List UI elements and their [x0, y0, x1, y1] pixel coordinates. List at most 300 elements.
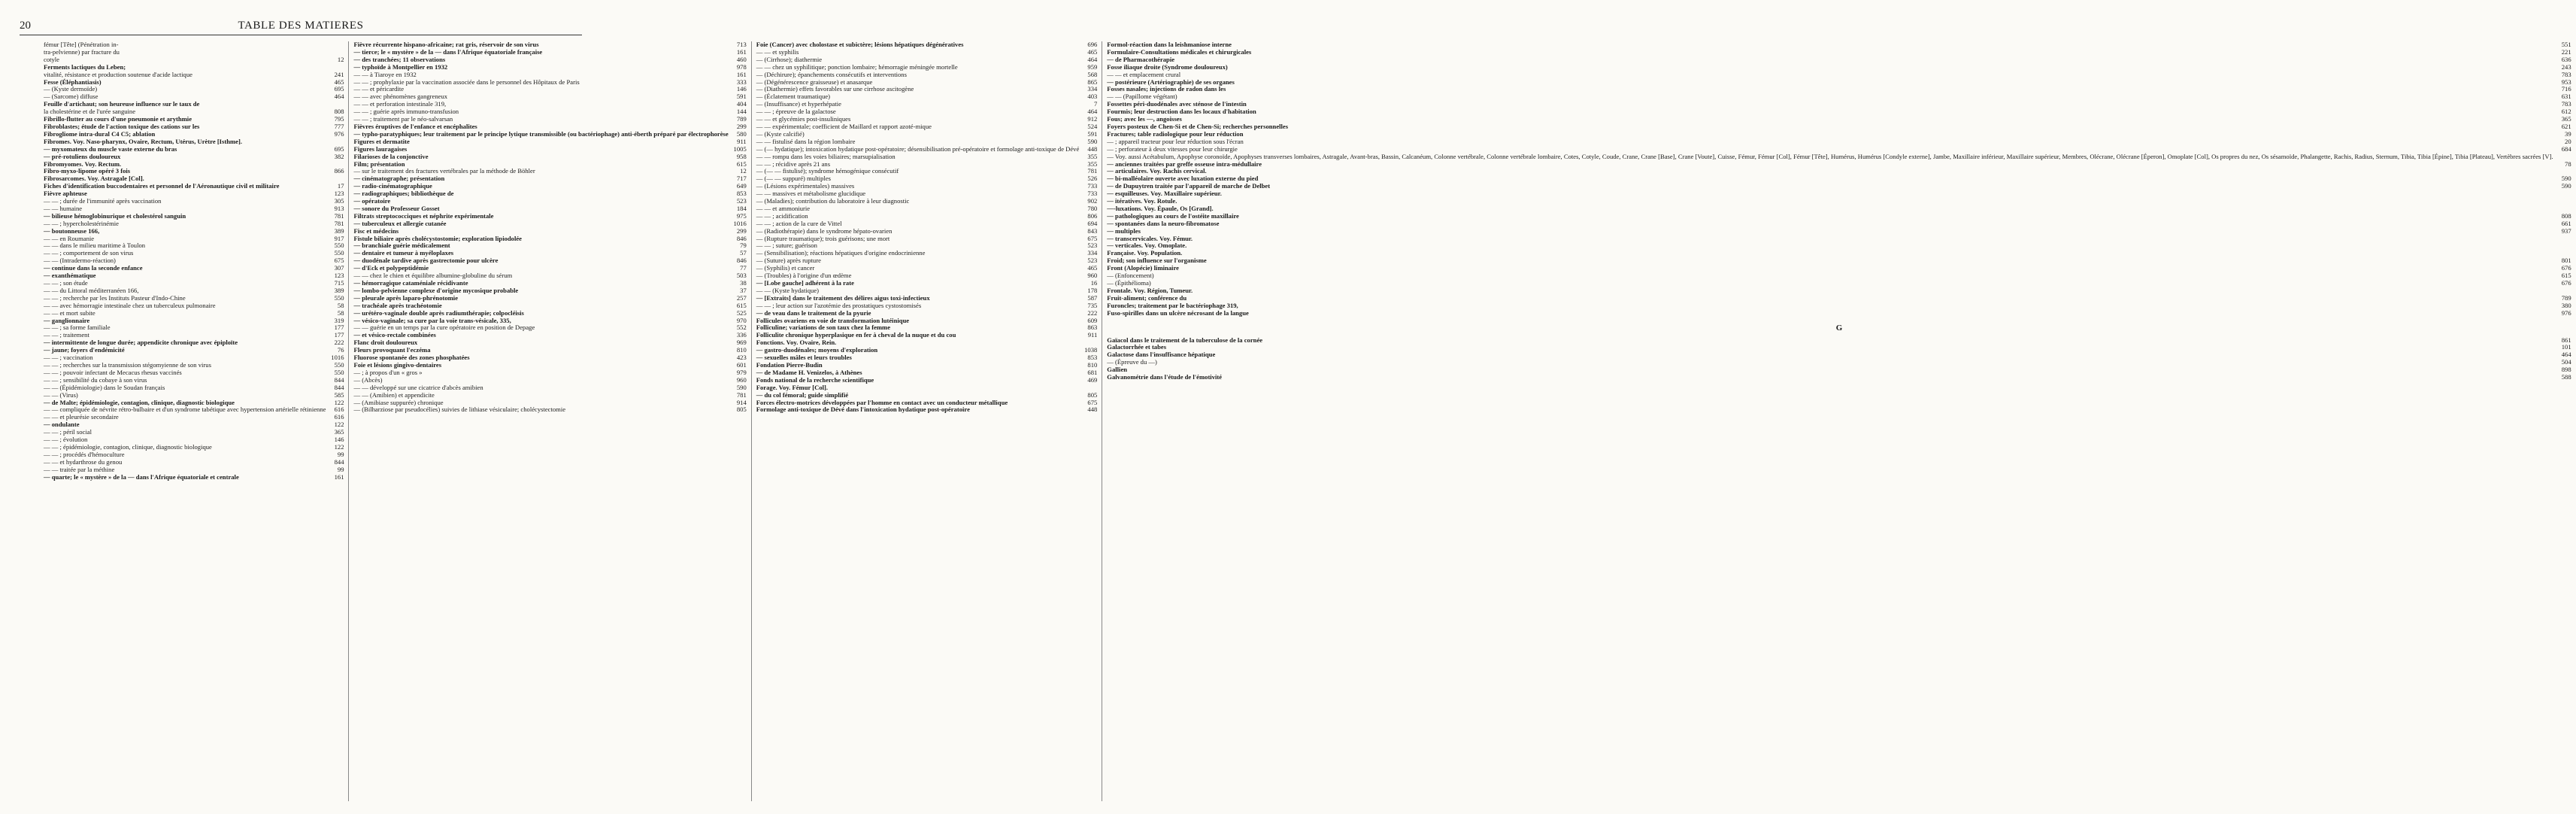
- entry-page: [2553, 153, 2571, 161]
- index-entry: [353, 131, 746, 138]
- entry-text: — de veau dans le traitement de la pyurie: [756, 308, 871, 317]
- entry-page: 333: [736, 77, 747, 86]
- entry-page: 960: [1087, 272, 1098, 280]
- entry-page: 469: [1087, 375, 1098, 384]
- entry-text: — — ; sa forme familiale: [44, 323, 111, 332]
- entry-text: — (Sarcome) diffuse: [44, 93, 98, 101]
- index-entry: [1107, 250, 2571, 257]
- entry-text: — ; appareil tracteur pour leur réduction sous l'écran: [1107, 137, 1244, 145]
- entry-text: — — et hydarthrose du genou: [44, 457, 123, 466]
- entry-text: la cholestérine et de l'urée sanguine: [44, 108, 136, 116]
- entry-text: Fiches d'identification buccodentaires et personnel de l'Aéronautique civil et militaire: [44, 182, 280, 190]
- entry-text: — boutonneuse 166,: [44, 226, 100, 235]
- index-entry: [44, 183, 344, 190]
- entry-page: 568: [1087, 70, 1098, 78]
- entry-page: 523: [736, 197, 747, 205]
- entry-text: — itératives. Voy. Rotule.: [1107, 197, 1177, 205]
- entry-text: Filtrats streptococciques et néphrite expérimentale: [353, 211, 494, 220]
- entry-page: 79: [740, 241, 747, 250]
- index-entry: [1107, 131, 2571, 138]
- entry-page: 863: [1087, 323, 1098, 332]
- entry-text: — — et mort subite: [44, 308, 95, 317]
- entry-text: — — et glycémies post-insuliniques: [756, 115, 851, 123]
- entry-page: 976: [334, 129, 344, 138]
- entry-page: 616: [334, 405, 344, 414]
- entry-text: — (— — suppuré) multiples: [756, 175, 832, 183]
- index-entry: [1107, 374, 2571, 381]
- entry-text: — (Bilharziose par pseudocélies) suivies de lithiase vésiculaire; cholécystectomie: [353, 405, 566, 414]
- index-entry: [1107, 101, 2571, 108]
- entry-text: — — compliquée de névrite rétro-bulbaire et d'un syndrome tabétique avec hypertension artérielle rétinienne: [44, 405, 326, 414]
- index-entry: [1107, 337, 2571, 345]
- entry-page: 783: [2561, 70, 2571, 78]
- entry-text: — — et syphilis: [756, 47, 799, 56]
- entry-page: 898: [2561, 366, 2571, 374]
- entry-text: — bilieuse hémoglobinurique et cholestérol sanguin: [44, 211, 186, 220]
- entry-page: 694: [1087, 219, 1098, 227]
- entry-page: 552: [736, 323, 747, 332]
- entry-text: — (— — fistulisé); syndrome hémogénique consécutif: [756, 167, 899, 175]
- entry-page: 1016: [733, 219, 747, 227]
- entry-page: 464: [2561, 351, 2571, 359]
- index-entry: [1107, 220, 2571, 228]
- entry-page: 781: [736, 390, 747, 399]
- index-entry: [1107, 198, 2571, 205]
- entry-text: — — à Tiaroye en 1932: [353, 70, 417, 78]
- index-entry: [756, 406, 1098, 414]
- index-entry: [1107, 71, 2571, 79]
- entry-page: 307: [334, 264, 344, 272]
- entry-page: 865: [1087, 77, 1098, 86]
- entry-text: — radio-cinématographique: [353, 182, 432, 190]
- entry-text: — — expérimentale; coefficient de Maillard et rapport azoté-mique: [756, 122, 932, 130]
- index-entry: [1107, 79, 2571, 87]
- entry-text: Forage. Voy. Fémur [Col].: [756, 383, 829, 391]
- entry-text: Fièvre récurrente hispano-africaine; rat gris, réservoir de son virus: [353, 41, 539, 48]
- entry-text: Flanc droit douloureux: [353, 339, 418, 347]
- entry-text: — — ; épidémiologie, contagion, clinique, diagnostic biologique: [44, 442, 212, 451]
- entry-text: — — et pleurésie secondaire: [44, 413, 119, 421]
- entry-page: 1016: [331, 354, 344, 362]
- entry-text: — — ; traitement par le néo-salvarsan: [353, 115, 453, 123]
- entry-text: — (Radiothérapie) dans le syndrome hépato-ovarien: [756, 226, 893, 235]
- entry-page: 866: [334, 167, 344, 175]
- entry-page: 959: [1087, 62, 1098, 71]
- entry-page: [2553, 235, 2571, 243]
- entry-text: — — ; sensibilité du cobaye à son virus: [44, 375, 147, 384]
- entry-text: — — en Roumanie: [44, 234, 95, 242]
- entry-page: 16: [1090, 279, 1098, 287]
- entry-text: — (Maladies); contribution du laboratoire à leur diagnostic: [756, 197, 910, 205]
- entry-text: — — ; épreuve de la galactose: [756, 108, 836, 116]
- entry-text: — — ; prophylaxie par la vaccination associée dans le personnel des Hôpitaux de Paris: [353, 77, 580, 86]
- entry-text: — — ; suture; guérison: [756, 241, 817, 250]
- entry-text: — exanthématique: [44, 272, 96, 280]
- index-column-3: [752, 41, 1103, 801]
- entry-text: — et vésico-rectale combinées: [353, 331, 436, 339]
- entry-page: 661: [2561, 219, 2571, 227]
- index-entry: [44, 49, 344, 56]
- entry-page: 911: [737, 137, 747, 145]
- entry-text: Fibrillo-flutter au cours d'une pneumonie et arythmie: [44, 115, 192, 123]
- entry-page: 389: [334, 286, 344, 294]
- entry-text: Française. Voy. Population.: [1107, 249, 1183, 257]
- entry-text: — dentaire et tumeur à myéloplaxes: [353, 249, 454, 257]
- entry-page: 365: [2561, 115, 2571, 123]
- entry-text: — — ; évolution: [44, 436, 88, 444]
- entry-page: 601: [736, 360, 747, 369]
- index-entry: [1107, 123, 2571, 131]
- entry-page: 122: [334, 442, 344, 451]
- entry-page: 616: [334, 413, 344, 421]
- entry-page: 789: [2561, 293, 2571, 302]
- entry-page: 808: [2561, 211, 2571, 220]
- index-entry: [1107, 138, 2571, 146]
- entry-text: — verticales. Voy. Omoplate.: [1107, 241, 1187, 250]
- entry-text: — — (Épidémiologie) dans le Soudan français: [44, 383, 165, 391]
- entry-page: 913: [334, 204, 344, 212]
- entry-text: Fièvres éruptives de l'enfance et encéphalites: [353, 122, 477, 130]
- entry-text: Gaïacol dans le traitement de la tuberculose de la cornée: [1107, 336, 1263, 344]
- entry-page: 636: [2561, 55, 2571, 63]
- entry-page: 550: [334, 360, 344, 369]
- entry-text: — spontanées dans la neuro-fibromatose: [1107, 219, 1220, 227]
- entry-page: 319: [334, 316, 344, 324]
- entry-text: — sonore du Professeur Gosset: [353, 204, 440, 212]
- index-entry: [44, 392, 344, 399]
- entry-page: 365: [334, 428, 344, 436]
- entry-text: — anciennes traitées par greffe osseuse intra-médullaire: [1107, 159, 1262, 168]
- index-entry: [1107, 190, 2571, 198]
- index-column-2: [349, 41, 751, 801]
- entry-text: — — du Littoral méditerranéen 166,: [44, 286, 139, 294]
- entry-text: Fous; avec les —, angoisses: [1107, 115, 1182, 123]
- entry-text: — tuberculeux et allergie cutanée: [353, 219, 447, 227]
- entry-text: Gallien: [1107, 366, 1128, 374]
- entry-page: 960: [736, 375, 747, 384]
- entry-page: 161: [736, 70, 747, 78]
- entry-text: — (Troubles) à l'origine d'un œdème: [756, 272, 852, 280]
- entry-page: 695: [334, 85, 344, 93]
- entry-page: 914: [736, 398, 747, 406]
- entry-text: — continue dans la seconde enfance: [44, 264, 143, 272]
- index-entry: [44, 198, 344, 205]
- index-entry: [1107, 183, 2571, 190]
- entry-page: 695: [334, 144, 344, 153]
- entry-page: 99: [337, 450, 344, 458]
- entry-page: 122: [334, 421, 344, 429]
- entry-text: tra-pelvienne) par fracture du: [44, 47, 120, 56]
- entry-page: 969: [736, 339, 747, 347]
- page-header: [20, 20, 582, 36]
- entry-page: 631: [2561, 93, 2571, 101]
- entry-text: cotyle: [44, 55, 59, 63]
- entry-page: 649: [736, 182, 747, 190]
- entry-page: 222: [1087, 308, 1098, 317]
- entry-page: 970: [736, 316, 747, 324]
- index-entry: [1107, 64, 2571, 71]
- index-entry: [1107, 257, 2571, 265]
- entry-text: — Voy. aussi Acétabulum, Apophyse coronoïde, Apophyses transverses lombaires, Astragale, Avant-bras, Bassin, Calcanéum, Colonne vertébrale, Colonne vertébrale lombaire, Cotes, Cotyle, Coude, Crane, Crane [Base], Crane [Voute], Cuisse, Fémur, Fémur [Col], Fémur [Tête], Humérus, Humérus [Condyle externe], Jambe, Maxillaire inférieur, Maxillaire supérieur, Membres, Olécrane, Olécrane [Éperon], Omoplate [Col], Os propres du nez, Os sésamoïde, Phalangette, Rachis, Radius, Sternum, Tibia, Tibia [Épine], Tibia [Plateau], Vertèbres sacrées [V].: [1107, 152, 2553, 160]
- entry-text: — — ; traitement: [44, 331, 89, 339]
- entry-text: Fistule biliaire après cholécystostomie; exploration lipiodolée: [353, 234, 522, 242]
- entry-text: — — guérie en un temps par la cure opératoire en position de Depage: [353, 323, 535, 332]
- entry-page: 585: [334, 390, 344, 399]
- entry-page: 465: [1087, 47, 1098, 56]
- entry-page: 846: [736, 257, 747, 265]
- entry-text: Fibro-myxo-lipome opéré 3 fois: [44, 167, 131, 175]
- entry-page: 676: [2561, 279, 2571, 287]
- index-entry: [1107, 242, 2571, 250]
- entry-text: — (Amibiase suppurée) chronique: [353, 398, 444, 406]
- index-entry: [353, 406, 746, 414]
- entry-text: — hémorragique cataméniale récidivante: [353, 279, 468, 287]
- entry-page: 937: [2561, 226, 2571, 235]
- index-entry: [44, 272, 344, 280]
- entry-page: 524: [1087, 122, 1098, 130]
- entry-text: Fosses nasales; injections de radon dans les: [1107, 85, 1226, 93]
- entry-page: 123: [334, 190, 344, 198]
- index-entry: [1107, 295, 2571, 302]
- entry-page: 551: [2561, 41, 2571, 48]
- entry-text: — multiples: [1107, 226, 1141, 235]
- index-entry: [1107, 287, 2571, 295]
- entry-text: Foie et lésions gingivo-dentaires: [353, 360, 442, 369]
- entry-text: — — ; guérie après immuno-transfusion: [353, 108, 459, 116]
- entry-page: 810: [1087, 360, 1098, 369]
- entry-text: — pré-rotuliens douloureux: [44, 152, 121, 160]
- entry-text: —-luxations. Voy. Épaule, Os [Grand].: [1107, 204, 1214, 212]
- index-entry: [1107, 161, 2571, 169]
- entry-text: — lombo-pelvienne complexe d'origine mycosique probable: [353, 286, 519, 294]
- entry-page: 20: [2565, 137, 2571, 145]
- entry-page: 77: [740, 264, 747, 272]
- entry-page: [2553, 242, 2571, 250]
- index-entry: [1107, 359, 2571, 366]
- index-entry: [44, 153, 344, 161]
- entry-text: Formolage anti-toxique de Dévé dans l'intoxication hydatique post-opératoire: [756, 405, 970, 414]
- entry-text: Fractures; table radiologique pour leur réduction: [1107, 129, 1244, 138]
- entry-page: 853: [1087, 354, 1098, 362]
- index-entry: [1107, 272, 2571, 280]
- entry-page: 12: [740, 167, 747, 175]
- entry-page: 57: [740, 249, 747, 257]
- entry-text: Feuille d'artichaut; son heureuse influence sur le taux de: [44, 100, 200, 108]
- entry-page: 465: [334, 77, 344, 86]
- entry-page: 460: [736, 55, 747, 63]
- entry-text: Forces électro-motrices développées par l'homme en contact avec un conducteur métallique: [756, 398, 1008, 406]
- entry-text: — radiographiques; bibliothèque de: [353, 190, 454, 198]
- entry-text: Formol-réaction dans la leishmaniose interne: [1107, 41, 1232, 48]
- entry-page: 76: [337, 346, 344, 354]
- entry-page: 902: [1087, 197, 1098, 205]
- entry-text: — bi-malléolaire ouverte avec luxation externe du pied: [1107, 175, 1259, 183]
- index-entry: [353, 369, 746, 377]
- entry-page: 526: [1087, 175, 1098, 183]
- entry-page: 781: [334, 211, 344, 220]
- entry-text: — gastro-duodénales; moyens d'exploration: [756, 346, 878, 354]
- entry-page: 590: [2561, 182, 2571, 190]
- entry-page: 676: [2561, 264, 2571, 272]
- entry-text: — ; à propos d'un « gros »: [353, 368, 423, 376]
- index-entry: [1107, 93, 2571, 101]
- entry-page: 448: [1087, 144, 1098, 153]
- entry-page: 177: [334, 323, 344, 332]
- entry-text: — — ; péril social: [44, 428, 92, 436]
- index-entry: [1107, 366, 2571, 374]
- entry-text: Fondation Pierre-Budin: [756, 360, 823, 369]
- section-letter: G: [1835, 323, 1843, 333]
- entry-text: — — massives et métabolisme glucidique: [756, 190, 866, 198]
- entry-text: — — ; recherche par les Instituts Pasteur d'Indo-Chine: [44, 293, 186, 302]
- entry-text: — de Pharmacothérapie: [1107, 55, 1175, 63]
- entry-page: 590: [1087, 137, 1098, 145]
- entry-text: — branchiale guérie médicalement: [353, 241, 450, 250]
- entry-text: — — (Kyste hydatique): [756, 286, 820, 294]
- entry-text: — — ; action de la cure de Vittel: [756, 219, 842, 227]
- entry-text: — — ; son étude: [44, 279, 88, 287]
- entry-text: — (Éclatement traumatique): [756, 93, 831, 101]
- index-entry: [756, 123, 1098, 131]
- entry-text: — d'Eck et polypeptidémie: [353, 264, 429, 272]
- entry-page: 715: [334, 279, 344, 287]
- entry-page: 789: [736, 115, 747, 123]
- entry-page: 590: [736, 383, 747, 391]
- entry-text: — duodénale tardive après gastrectomie pour ulcère: [353, 257, 499, 265]
- entry-page: 590: [2561, 175, 2571, 183]
- entry-text: Fibrosarcomes. Voy. Astragale [Col].: [44, 175, 144, 183]
- entry-page: 523: [1087, 241, 1098, 250]
- entry-text: Fleurs provoquant l'eczéma: [353, 346, 431, 354]
- entry-text: — ondulante: [44, 421, 80, 429]
- entry-text: — (Rupture traumatique); trois guérisons; une mort: [756, 234, 890, 242]
- entry-text: — — et ammoniurie: [756, 204, 811, 212]
- entry-page: 243: [2561, 62, 2571, 71]
- entry-page: 587: [1087, 293, 1098, 302]
- index-entry: [1107, 228, 2571, 235]
- entry-text: Figures et dermatite: [353, 137, 410, 145]
- entry-page: 99: [337, 465, 344, 473]
- entry-page: 464: [334, 93, 344, 101]
- entry-page: 681: [1087, 368, 1098, 376]
- entry-page: 580: [736, 129, 747, 138]
- entry-page: 1038: [1084, 346, 1098, 354]
- entry-text: — postérieure (Artériographie) de ses organes: [1107, 77, 1235, 86]
- entry-page: 464: [1087, 108, 1098, 116]
- entry-text: Frontale. Voy. Région, Tumeur.: [1107, 286, 1193, 294]
- entry-page: 184: [736, 204, 747, 212]
- entry-page: 953: [2561, 77, 2571, 86]
- entry-page: 39: [2565, 129, 2571, 138]
- index-entry: [1107, 41, 2571, 49]
- page-number: 20: [20, 20, 31, 32]
- entry-text: — — ; pouvoir infectant de Mecacus rhesus vaccinés: [44, 368, 182, 376]
- entry-page: 911: [1087, 331, 1098, 339]
- entry-page: 550: [334, 241, 344, 250]
- entry-text: — — (Virus): [44, 390, 78, 399]
- entry-text: Fossettes péri-duodénales avec sténose de l'intestin: [1107, 100, 1247, 108]
- entry-page: 733: [1087, 182, 1098, 190]
- entry-page: 299: [736, 226, 747, 235]
- entry-text: — de Dupuytren traitée par l'appareil de marche de Delbet: [1107, 182, 1271, 190]
- entry-page: 978: [736, 62, 747, 71]
- entry-text: — ganglionnaire: [44, 316, 90, 324]
- entry-page: 735: [1087, 301, 1098, 309]
- index-entry: [1107, 213, 2571, 220]
- entry-page: 299: [736, 122, 747, 130]
- entry-text: — jaune; foyers d'endémicité: [44, 346, 125, 354]
- entry-page: [2553, 190, 2571, 198]
- entry-page: 382: [334, 152, 344, 160]
- index-entry: [1107, 153, 2571, 161]
- entry-text: Foie (Cancer) avec cholostase et subictère; lésions hépatiques dégénératives: [756, 41, 964, 48]
- entry-page: 675: [1087, 398, 1098, 406]
- entry-page: 844: [334, 375, 344, 384]
- entry-text: — — ; procédés d'hémoculture: [44, 450, 125, 458]
- entry-page: 146: [736, 85, 747, 93]
- entry-page: 389: [334, 226, 344, 235]
- index-entry: [1107, 49, 2571, 56]
- entry-text: — — et péricardite: [353, 85, 405, 93]
- entry-text: Fisc et médecins: [353, 226, 399, 235]
- entry-text: fémur [Tête] (Pénétration in-: [44, 41, 119, 48]
- entry-page: 177: [334, 331, 344, 339]
- entry-text: — [Lobe gauche] adhérent à la rate: [756, 279, 854, 287]
- entry-text: — (Dégénérescence graisseuse) et anasarque: [756, 77, 873, 86]
- entry-page: 781: [1087, 167, 1098, 175]
- page-title: TABLE DES MATIERES: [238, 20, 364, 32]
- entry-page: 355: [1087, 152, 1098, 160]
- entry-text: Formulaire-Consultations médicales et chirurgicales: [1107, 47, 1252, 56]
- entry-text: — sur le traitement des fractures vertébrales par la méthode de Böhler: [353, 167, 535, 175]
- entry-text: — (Lésions expérimentales) massives: [756, 182, 855, 190]
- entry-text: — cinématographe; présentation: [353, 175, 445, 183]
- entry-page: 38: [740, 279, 747, 287]
- entry-text: — — et perforation intestinale 319,: [353, 100, 447, 108]
- index-entry: [1107, 168, 2571, 175]
- index-entry: [44, 429, 344, 436]
- entry-text: — — humaine: [44, 204, 83, 212]
- entry-text: Front (Alopécie) liminaire: [1107, 264, 1179, 272]
- entry-page: 844: [334, 457, 344, 466]
- index-entry: [353, 79, 746, 87]
- entry-page: 448: [1087, 405, 1098, 414]
- entry-text: — intermittente de longue durée; appendicite chronique avec épiploïte: [44, 339, 238, 347]
- entry-page: 810: [736, 346, 747, 354]
- entry-page: 675: [334, 257, 344, 265]
- entry-page: 355: [1087, 159, 1098, 168]
- entry-page: 503: [736, 272, 747, 280]
- entry-text: — — ; comportement de son virus: [44, 249, 134, 257]
- entry-text: — (Insuffisance) et hyperhépatie: [756, 100, 841, 108]
- entry-page: 380: [2561, 301, 2571, 309]
- entry-text: Fonds national de la recherche scientifique: [756, 375, 874, 384]
- entry-text: — [Extraits] dans le traitement des délires aigus toxi-infectieux: [756, 293, 930, 302]
- entry-page: 591: [736, 93, 747, 101]
- entry-page: 1005: [733, 144, 747, 153]
- entry-page: 612: [2561, 108, 2571, 116]
- entry-page: 609: [1087, 316, 1098, 324]
- entry-page: 221: [2561, 47, 2571, 56]
- entry-page: 717: [736, 175, 747, 183]
- entry-text: Furoncles; traitement par le bactériophage 319,: [1107, 301, 1238, 309]
- entry-text: — de Madame H. Venizelos, à Athènes: [756, 368, 862, 376]
- entry-page: [2553, 198, 2571, 205]
- entry-page: 525: [736, 308, 747, 317]
- entry-text: — (Sensibilisation); réactions hépatiques d'origine endocrinienne: [756, 249, 926, 257]
- entry-page: 257: [736, 293, 747, 302]
- entry-text: Folliculine; variations de son taux chez la femme: [756, 323, 891, 332]
